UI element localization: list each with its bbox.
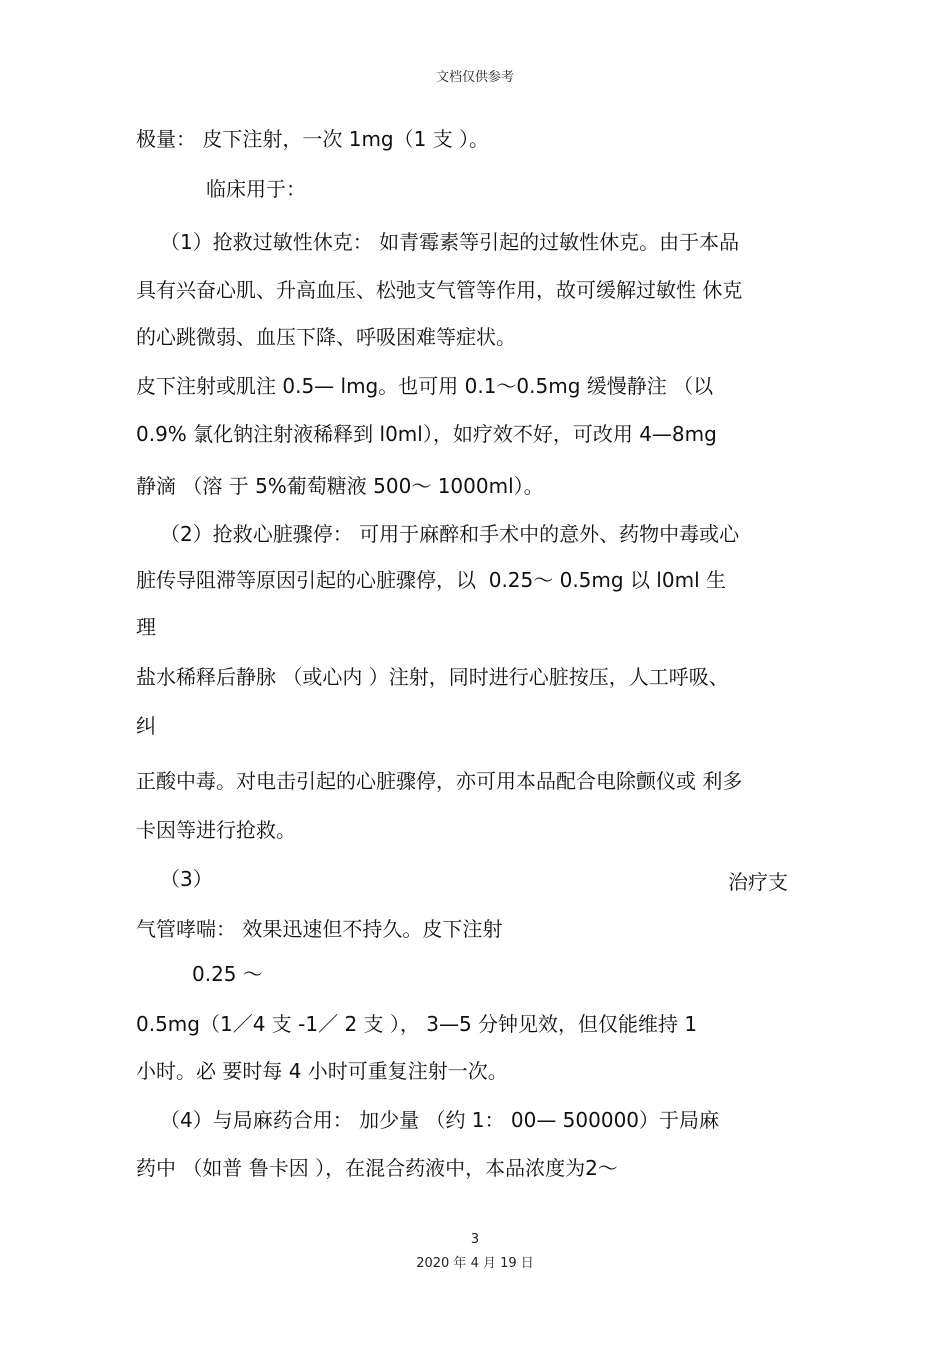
body-line: 理 — [136, 615, 156, 639]
body-line: （4）与局麻药合用： 加少量 （约 1： 00— 500000）于局麻 — [160, 1108, 720, 1132]
page-number: 3 — [470, 1232, 480, 1247]
body-line: 静滴 （溶 于 5%葡萄糖液 500～ 1000ml）。 — [136, 474, 544, 498]
body-line: 气管哮喘： 效果迅速但不持久。皮下注射 — [136, 917, 503, 941]
body-line: （2）抢救心脏骤停： 可用于麻醉和手术中的意外、药物中毒或心 — [160, 522, 740, 546]
body-line: 纠 — [136, 714, 156, 738]
body-line: 小时。必 要时每 4 小时可重复注射一次。 — [136, 1059, 508, 1083]
body-line: 治疗支 — [728, 870, 788, 894]
body-line: 0.9% 氯化钠注射液稀释到 l0ml），如疗效不好，可改用 4—8mg — [136, 422, 717, 446]
page-header: 文档仅供参考 — [435, 70, 514, 85]
body-line: 药中 （如普 鲁卡因 ），在混合药液中，本品浓度为2～ — [136, 1156, 618, 1180]
body-line: 极量： 皮下注射，一次 1mg（1 支 ）。 — [136, 127, 490, 151]
body-line: 具有兴奋心肌、升高血压、松弛支气管等作用，故可缓解过敏性 休克 — [136, 278, 743, 302]
body-line: 盐水稀释后静脉 （或心内 ）注射，同时进行心脏按压，人工呼吸、 — [136, 665, 729, 689]
body-line: 的心跳微弱、血压下降、呼吸困难等症状。 — [136, 325, 516, 349]
body-line: 卡因等进行抢救。 — [136, 818, 296, 842]
body-line: （1）抢救过敏性休克： 如青霉素等引起的过敏性休克。由于本品 — [160, 230, 740, 254]
body-line: 0.25 ～ — [192, 962, 263, 986]
body-line: （3） — [160, 867, 213, 891]
body-line: 0.5mg（1／4 支 -1／ 2 支 ）， 3—5 分钟见效，但仅能维持 1 — [136, 1012, 698, 1036]
footer-date: 2020 年 4 月 19 日 — [416, 1256, 534, 1271]
body-line: 临床用于： — [206, 177, 306, 201]
body-line: 脏传导阻滞等原因引起的心脏骤停，以 0.25～ 0.5mg 以 l0ml 生 — [136, 568, 726, 592]
body-line: 皮下注射或肌注 0.5— lmg。也可用 0.1～0.5mg 缓慢静注 （以 — [136, 374, 714, 398]
body-line: 正酸中毒。对电击引起的心脏骤停，亦可用本品配合电除颤仪或 利多 — [136, 769, 743, 793]
